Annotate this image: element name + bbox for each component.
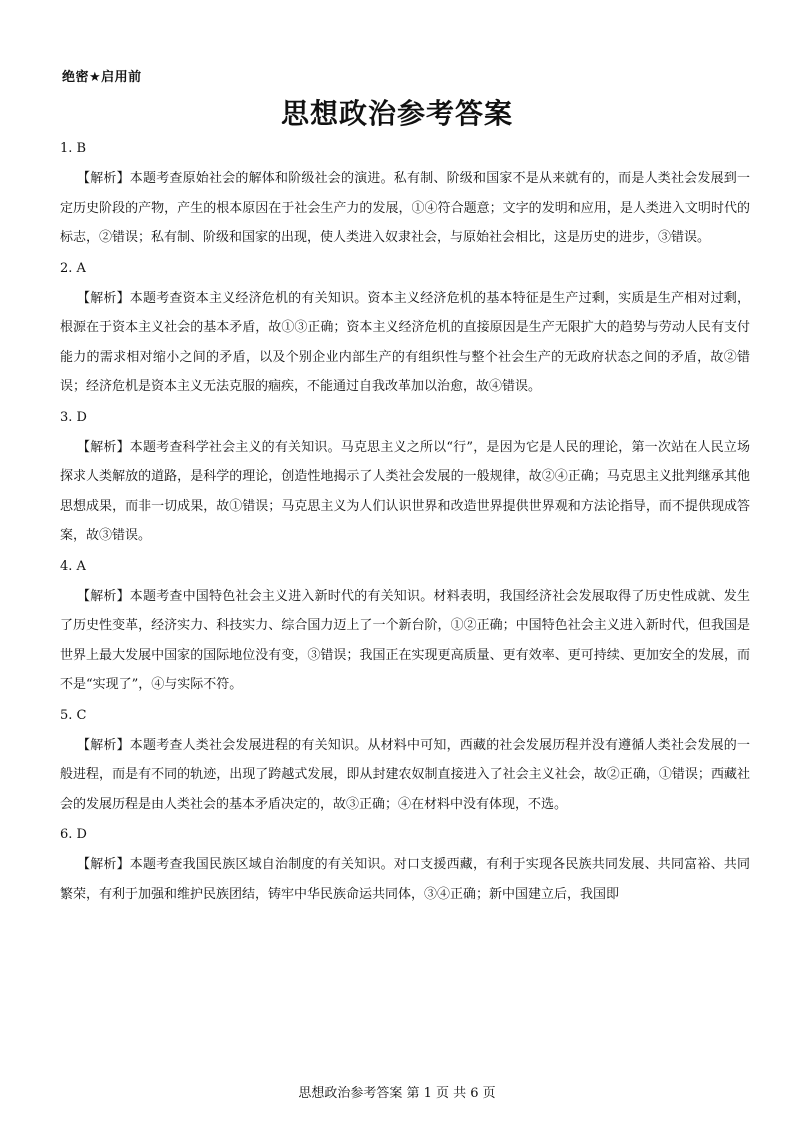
answer-item-1 bbox=[60, 140, 750, 253]
answer-number: 3. D bbox=[60, 409, 87, 425]
answer-analysis: 【解析】本题考查人类社会发展进程的有关知识。从材料中可知，西藏的社会发展历程并没有遵循人类社会发展的一般进程，而是有不同的轨迹，出现了跨越式发展，即从封建农奴制直接进入了社会主义社会，故②正确，①错误；西藏社会的发展历程是由人类社会的基本矛盾决定的，故③正确；④在材料中没有体现，不选。 bbox=[60, 737, 750, 812]
answer-number: 6. D bbox=[60, 827, 87, 842]
answer-item-2 bbox=[60, 260, 750, 402]
answer-number: 5. C bbox=[60, 707, 87, 723]
answer-item-4 bbox=[60, 558, 750, 700]
page-footer: 思想政治参考答案 第 1 页 共 6 页 bbox=[298, 1086, 496, 1101]
answer-number: 1. B bbox=[60, 141, 87, 156]
answer-list bbox=[60, 140, 750, 916]
answer-analysis: 【解析】本题考查科学社会主义的有关知识。马克思主义之所以“行”，是因为它是人民的理论，第一次站在人民立场探求人类解放的道路，是科学的理论，创造性地揭示了人类社会发展的一般规律，故②④正确；马克思主义批判继承其他思想成果，而非一切成果，故①错误；马克思主义为人们认识世界和改造世界提供世界观和方法论指导，而不提供现成答案，故③错误。 bbox=[60, 439, 750, 543]
answer-item-6 bbox=[60, 826, 750, 909]
answer-number: 4. A bbox=[60, 558, 86, 574]
page-title: 思想政治参考答案 bbox=[280, 97, 513, 130]
answer-analysis: 【解析】本题考查原始社会的解体和阶级社会的演进。私有制、阶级和国家不是从来就有的，而是人类社会发展到一定历史阶段的产物，产生的根本原因在于社会生产力的发展，①④符合题意；文字的发明和应用，是人类进入文明时代的标志，②错误；私有制、阶级和国家的出现，使人类进入奴隶社会，与原始社会相比，这是历史的进步，③错误。 bbox=[60, 171, 750, 245]
answer-item-3 bbox=[60, 409, 750, 551]
answer-analysis: 【解析】本题考查中国特色社会主义进入新时代的有关知识。材料表明，我国经济社会发展取得了历史性成就、发生了历史性变革，经济实力、科技实力、综合国力迈上了一个新台阶，①②正确；中国特色社会主义进入新时代，但我国是世界上最大发展中国家的国际地位没有变，③错误；我国正在实现更高质量、更有效率、更可持续、更加安全的发展，而不是“实现了”，④与实际不符。 bbox=[60, 588, 750, 692]
answer-item-5 bbox=[60, 707, 750, 820]
secret-label: 绝密★启用前 bbox=[62, 70, 142, 85]
answer-analysis: 【解析】本题考查我国民族区域自治制度的有关知识。对口支援西藏，有利于实现各民族共同发展、共同富裕、共同繁荣，有利于加强和维护民族团结，铸牢中华民族命运共同体，③④正确；新中国建立后，我国即 bbox=[60, 857, 750, 902]
answer-analysis: 【解析】本题考查资本主义经济危机的有关知识。资本主义经济危机的基本特征是生产过剩，实质是生产相对过剩，根源在于资本主义社会的基本矛盾，故①③正确；资本主义经济危机的直接原因是生产无限扩大的趋势与劳动人民有支付能力的需求相对缩小之间的矛盾，以及个别企业内部生产的有组织性与整个社会生产的无政府状态之间的矛盾，故②错误；经济危机是资本主义无法克服的痼疾，不能通过自我改革加以治愈，故④错误。 bbox=[60, 290, 750, 394]
answer-number: 2. A bbox=[60, 260, 86, 276]
